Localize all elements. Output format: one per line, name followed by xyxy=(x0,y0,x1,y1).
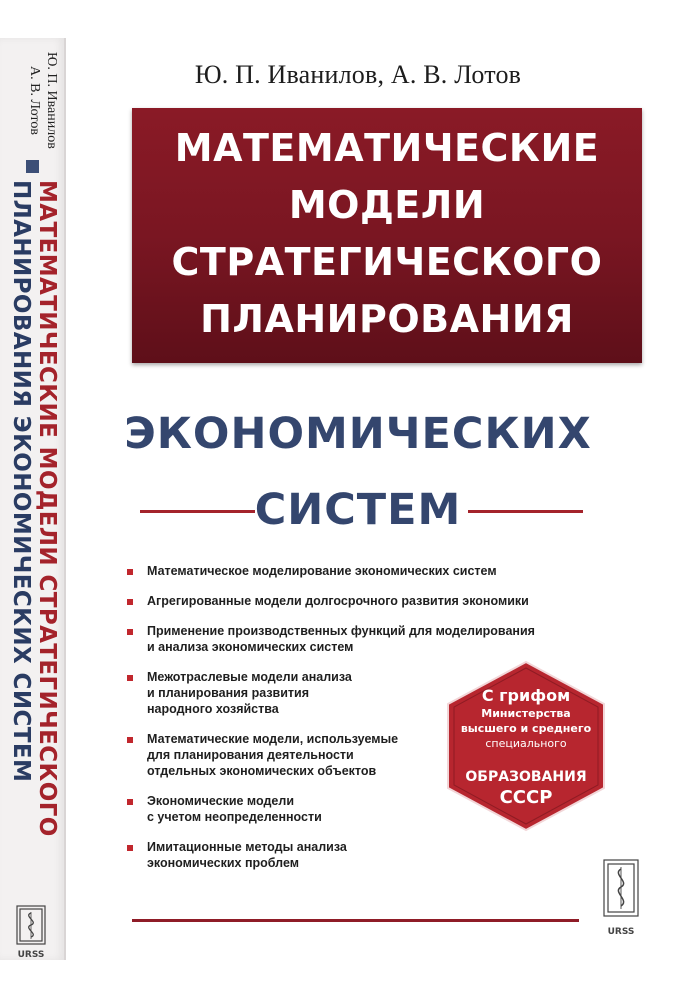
title-line-4: ПЛАНИРОВАНИЯ xyxy=(200,297,574,341)
spine-author-2: А. В. Лотов xyxy=(27,66,42,135)
urss-publisher-logo-icon xyxy=(600,858,642,942)
badge-line-3: высшего и среднего xyxy=(460,722,592,735)
bottom-rule xyxy=(132,919,579,922)
spine-title-line-1: МАТЕМАТИЧЕСКИЕ МОДЕЛИ СТРАТЕГИЧЕСКОГО xyxy=(34,180,60,837)
badge-line-5: ОБРАЗОВАНИЯ xyxy=(465,769,587,785)
spine-square-mark xyxy=(26,160,39,173)
feature-item: Применение производственных функций для моделирования и анализа экономических систем xyxy=(125,623,585,655)
subtitle-right-rule xyxy=(468,510,583,513)
badge-line-2: Министерства xyxy=(481,707,571,720)
title-line-2: МОДЕЛИ xyxy=(288,183,486,227)
spine-author-1: Ю. П. Иванилов xyxy=(44,52,59,149)
bullet-square-icon xyxy=(127,737,133,743)
feature-item: Агрегированные модели долгосрочного развития экономики xyxy=(125,593,585,609)
feature-item: Экономические модели с учетом неопределенности xyxy=(125,793,585,825)
feature-item: Межотраслевые модели анализа и планирования развития народного хозяйства xyxy=(125,669,585,717)
spine-title xyxy=(8,180,60,870)
bullet-square-icon xyxy=(127,599,133,605)
spine-urss-logo-icon xyxy=(11,904,51,964)
badge-middle xyxy=(444,706,608,751)
spine-rotated-content xyxy=(2,48,60,878)
spine-title-line-2: ПЛАНИРОВАНИЯ ЭКОНОМИЧЕСКИХ СИСТЕМ xyxy=(8,180,34,783)
bullet-square-icon xyxy=(127,629,133,635)
title-panel xyxy=(132,108,642,363)
bullet-square-icon xyxy=(127,845,133,851)
ministry-approval-badge xyxy=(444,658,608,834)
feature-item: Имитационные методы анализа экономических проблем xyxy=(125,839,585,871)
spine-publisher: URSS xyxy=(17,950,45,960)
subtitle-line-1: ЭКОНОМИЧЕСКИХ xyxy=(124,409,592,459)
badge-line-4: специального xyxy=(485,737,567,750)
spine-authors xyxy=(26,52,60,170)
bullet-square-icon xyxy=(127,569,133,575)
book-spine xyxy=(0,38,66,960)
front-cover xyxy=(78,38,689,960)
feature-item: Математические модели, используемые для планирования деятельности отдельных экономических объектов xyxy=(125,731,585,779)
bullet-square-icon xyxy=(127,675,133,681)
bullet-square-icon xyxy=(127,799,133,805)
title-line-3: СТРАТЕГИЧЕСКОГО xyxy=(171,240,603,284)
cover-authors: Ю. П. Иванилов, А. В. Лотов xyxy=(194,60,522,89)
subtitle-line-2: СИСТЕМ xyxy=(254,485,462,535)
badge-line-1: С грифом xyxy=(481,686,571,705)
feature-item: Математическое моделирование экономических систем xyxy=(125,563,585,579)
title-line-1: МАТЕМАТИЧЕСКИЕ xyxy=(174,126,600,170)
front-publisher: URSS xyxy=(607,927,635,937)
badge-line-6: СССР xyxy=(499,787,553,808)
